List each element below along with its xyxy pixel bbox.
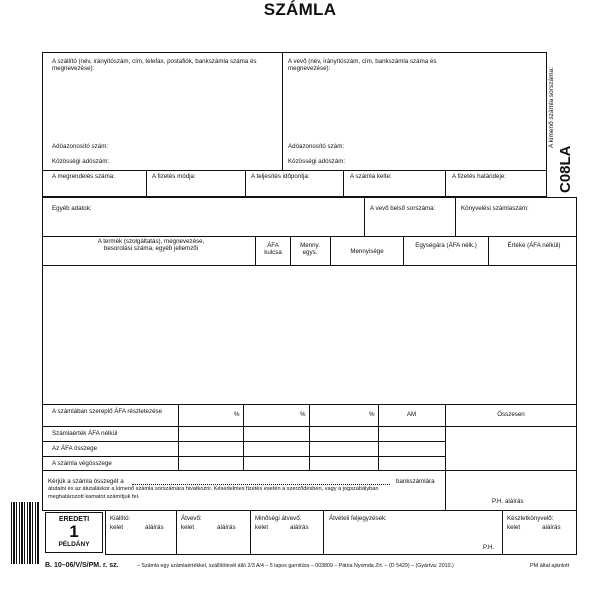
stock-date: kelet [507, 524, 521, 531]
issued-label: Kiállító: [110, 515, 131, 522]
col-vat-key: ÁFA kulcsa [264, 242, 282, 256]
form-code: C08LA [557, 145, 574, 193]
issued-date: kelet [110, 524, 124, 531]
col-value: Értéke (ÁFA nélkül) [507, 242, 561, 249]
other-data-row [42, 197, 577, 237]
quality-sign: aláírás [290, 524, 309, 531]
barcode [11, 502, 39, 564]
vat-pct-2: % [300, 411, 306, 418]
received-label: Átvevő: [181, 515, 202, 522]
other-data-label: Egyéb adatok: [52, 205, 92, 212]
notice-line1a: Kérjük a számla összegét a [48, 478, 124, 485]
vat-pct-3: % [369, 411, 375, 418]
vat-breakdown-label: A számlában szereplő ÁFA részletezése [52, 408, 163, 415]
col-unit-price: Egységára (ÁFA nélk.) [415, 242, 477, 249]
notice-line1b: bankszámlára [396, 478, 435, 485]
received-sign: aláírás [217, 524, 236, 531]
notice-line2: átutalni és az átutaláskor a kimenő számla sorszámára hivatkozni. Késedelmes fizetés esetén a szerződésben, vagy a jogszabályban [48, 486, 379, 492]
vat-pct-1: % [234, 411, 240, 418]
buyer-community-tax: Közösségi adószám: [288, 158, 346, 165]
total-label: Összesen [497, 411, 525, 418]
net-value-label: Számlaérték ÁFA nélkül [52, 430, 118, 437]
quality-label: Minőségi átvevő: [255, 515, 302, 522]
serial-side-label: A kimenő számla sorszáma: [548, 67, 555, 148]
items-table [42, 236, 577, 405]
receipt-ph: P.H. [483, 544, 495, 551]
page-title: SZÁMLA [263, 0, 337, 19]
stock-label: Készletkönyvelő: [507, 515, 554, 522]
bottom-code: B. 10–06/V/S/PM. r. sz. [45, 562, 119, 569]
col-quantity: Mennyisége [350, 248, 384, 255]
vat-sum-label: Az ÁFA összege [52, 445, 98, 452]
order-number-label: A megrendelés száma: [52, 173, 115, 180]
supplier-label: A szállító (név, irányítószám, cím, telefax, postafiók, bankszámla száma és megnevezése): [52, 58, 257, 72]
issued-sign: aláírás [145, 524, 164, 531]
stock-sign: aláírás [542, 524, 561, 531]
receipt-notes-label: Átvételi feljegyzések: [329, 515, 387, 522]
bottom-text: – Számla egy számlaértékkel, szállítólevél álló 2/3 A/4 – 5 lapos garnitúra – 003809 – Pátria Nyomda Zrt. – (D 5429) – (Gyártva: 2010.) [137, 563, 454, 569]
bottom-right: PM által ajánlott [530, 563, 570, 569]
quality-date: kelet [255, 524, 269, 531]
signature-label: P.H. aláírás [492, 498, 524, 505]
copy-sub: PÉLDÁNY [58, 541, 90, 548]
payment-deadline-label: A fizetés határideje: [452, 173, 507, 180]
copy-label: EREDETI [58, 516, 90, 523]
supplier-tax-id: Adóazonosító szám: [52, 143, 109, 150]
col-product: A termék (szolgáltatás), megnevezése, besorolási száma, egyéb jellemzői [97, 238, 205, 252]
col-unit: Menny. egys. [300, 242, 320, 256]
copy-number: 1 [69, 522, 79, 541]
am-label: AM [406, 411, 417, 418]
supplier-community-tax: Közösségi adószám: [52, 158, 110, 165]
buyer-serial-label: A vevő belső sorszáma: [370, 205, 436, 212]
payment-method-label: A fizetés módja: [152, 173, 196, 180]
notice-line3: meghatározott kamatot számítjuk fel. [48, 494, 140, 500]
received-date: kelet [181, 524, 195, 531]
fulfilment-date-label: A teljesítés időpontja: [251, 173, 310, 180]
invoice-date-label: A számla kelte: [350, 173, 392, 180]
ledger-account-label: Könyvelési számlaszám: [461, 205, 529, 212]
final-sum-label: A számla végösszege [52, 460, 112, 467]
buyer-label: A vevő (név, irányítószám, cím, bankszámla száma és megnevezése): [288, 58, 437, 72]
buyer-tax-id: Adóazonosító szám: [288, 143, 345, 150]
